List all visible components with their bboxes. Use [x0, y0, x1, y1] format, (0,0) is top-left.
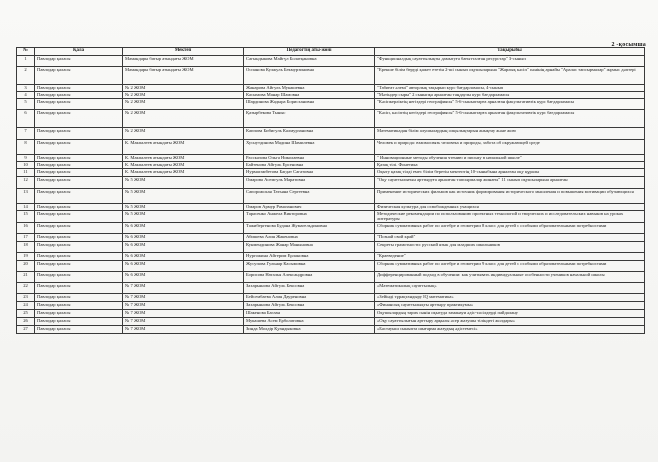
- row-teacher: Нургожина Айгерим Ерлановна: [244, 252, 375, 260]
- row-topic: Применение исторических фильмов как источник формирования исторического мышления и повышения мотивации обучающихся: [375, 189, 645, 204]
- row-school: № 7 ЖОМ: [123, 293, 244, 301]
- row-teacher: Касымова Манар Шамовна: [244, 92, 375, 99]
- row-number: 25: [17, 309, 35, 317]
- row-number: 18: [17, 241, 35, 252]
- row-city: Павлодар қаласы: [35, 162, 123, 169]
- table-row: [17, 222, 645, 233]
- row-topic: «Математикалық сауаттылық»: [375, 282, 645, 293]
- row-number: 10: [17, 162, 35, 169]
- table-row: [17, 128, 645, 140]
- table-row: [17, 204, 645, 211]
- table-header-row: [17, 48, 645, 56]
- row-city: Павлодар қаласы: [35, 177, 123, 189]
- row-number: 17: [17, 233, 35, 241]
- table-row: [17, 177, 645, 189]
- table-row: [17, 85, 645, 92]
- row-school: № 6 ЖОМ: [123, 260, 244, 271]
- row-school: № 7 ЖОМ: [123, 309, 244, 317]
- row-school: № 2 ЖОМ: [123, 85, 244, 92]
- row-teacher: Захарьянова Айгуль Бексовна: [244, 282, 375, 293]
- row-number: 24: [17, 301, 35, 309]
- row-teacher: Мукашева Асем Ерболатовна: [244, 317, 375, 325]
- row-teacher: Шакенова Баглан: [244, 309, 375, 317]
- row-school: № 6 ЖОМ: [123, 252, 244, 260]
- row-topic: «Зейінді тұрақтандыру IQ математика»: [375, 293, 645, 301]
- row-topic: Сборник суммативных работ по алгебре и геометрии 9 класс для детей с особыми образовательными потребностями: [375, 260, 645, 271]
- row-topic: "Табиғат әлемі" авторлық тақырып курс бағдарламасы, 4-сынып: [375, 85, 645, 92]
- row-city: Павлодар қаласы: [35, 110, 123, 128]
- row-city: Павлодар қаласы: [35, 293, 123, 301]
- row-number: 19: [17, 252, 35, 260]
- table-row: [17, 162, 645, 169]
- row-teacher: Борисова Наталья Александровна: [244, 271, 375, 282]
- teachers-table: [16, 47, 645, 334]
- table-row: [17, 56, 645, 67]
- row-teacher: Оспанова Кулжуль Бекмурзиновна: [244, 67, 375, 85]
- row-teacher: Тажибергенова Будана Жумагельдиновна: [244, 222, 375, 233]
- row-teacher: Бейсембаева Алия Дауреновна: [244, 293, 375, 301]
- table-row: [17, 169, 645, 177]
- row-teacher: Жанарова Айгуль Мукашевна: [244, 85, 375, 92]
- row-city: Павлодар қаласы: [35, 282, 123, 293]
- table-row: [17, 260, 645, 271]
- row-city: Павлодар қаласы: [35, 233, 123, 241]
- row-city: Павлодар қаласы: [35, 99, 123, 110]
- row-teacher: Сагындыкова Майгүл Болатқановна: [244, 56, 375, 67]
- table-row: [17, 233, 645, 241]
- row-teacher: Зинда Молдір Қуандыковна: [244, 325, 375, 333]
- table-row: [17, 309, 645, 317]
- row-teacher: Омаров Армур Рамазанович: [244, 204, 375, 211]
- row-number: 14: [17, 204, 35, 211]
- row-teacher: Каппова Бибигуль Калмурзановна: [244, 128, 375, 140]
- row-city: Павлодар қаласы: [35, 317, 123, 325]
- row-topic: Сборник суммативных работ по алгебре и геометрии 8 класс для детей с особыми образовательными потребностями: [375, 222, 645, 233]
- header-city: Қала: [35, 48, 123, 56]
- table-row: [17, 325, 645, 333]
- row-teacher: Рассказова Ольга Николаевна: [244, 155, 375, 162]
- row-city: Павлодар қаласы: [35, 325, 123, 333]
- table-row: [17, 99, 645, 110]
- row-city: Павлодар қаласы: [35, 67, 123, 85]
- row-teacher: Қазырбекова Тыныс: [244, 110, 375, 128]
- row-topic: Математикадан білім алушылардың олқылықтарын анықтау және жою: [375, 128, 645, 140]
- row-topic: Секреты грамотности: русский язык для младших школьников: [375, 241, 645, 252]
- row-teacher: Абишева Алия Жакеновна: [244, 233, 375, 241]
- row-number: 3: [17, 85, 35, 92]
- row-school: № 5 ЖОМ: [123, 189, 244, 204]
- row-number: 15: [17, 211, 35, 223]
- row-city: Павлодар қаласы: [35, 155, 123, 162]
- table-row: [17, 140, 645, 155]
- row-topic: Человек и природа: взаимосвязь человека и природы, забота об окружающей среде: [375, 140, 645, 155]
- row-topic: " Инновационные методы обучения чтению и письму в начальной школе": [375, 155, 645, 162]
- header-topic: Тақырыбы: [375, 48, 645, 56]
- row-school: № 7 ЖОМ: [123, 301, 244, 309]
- row-number: 8: [17, 140, 35, 155]
- row-topic: «Оқу сауаттылығын арттыру арқылы әсер жазушы тіліндегі жолдары»: [375, 317, 645, 325]
- row-topic: "Мәтіндер сыры" 2 сыныпқа арналған таңдаулы курс бағдарламасы: [375, 92, 645, 99]
- row-number: 20: [17, 260, 35, 271]
- table-row: [17, 241, 645, 252]
- row-number: 13: [17, 189, 35, 204]
- table-row: [17, 211, 645, 223]
- row-teacher: Шардинова Жадыра Борисхановна: [244, 99, 375, 110]
- row-teacher: Байтенова Айгуль Ерсеновна: [244, 162, 375, 169]
- row-city: Павлодар қаласы: [35, 169, 123, 177]
- row-topic: "Познай свой край": [375, 233, 645, 241]
- row-number: 27: [17, 325, 35, 333]
- row-school: К. Макпалеев атындағы ЖОМ: [123, 162, 244, 169]
- row-teacher: Сапорожская Татьяна Сергеевна: [244, 189, 375, 204]
- row-number: 22: [17, 282, 35, 293]
- row-city: Павлодар қаласы: [35, 92, 123, 99]
- row-school: № 6 ЖОМ: [123, 271, 244, 282]
- row-topic: "Кәсіпкерліктің негіздері географиясы" 5-6-сыныптарға арналған факультативтік курс бағдарламасы: [375, 99, 645, 110]
- row-city: Павлодар қаласы: [35, 85, 123, 92]
- row-teacher: Захарьянова Айгуль Бексовна: [244, 301, 375, 309]
- row-number: 16: [17, 222, 35, 233]
- row-school: Мамандары батыр атындағы ЖОМ: [123, 67, 244, 85]
- row-number: 7: [17, 128, 35, 140]
- row-number: 5: [17, 99, 35, 110]
- row-city: Павлодар қаласы: [35, 301, 123, 309]
- row-number: 26: [17, 317, 35, 325]
- table-row: [17, 155, 645, 162]
- row-school: К. Макпалеев атындағы ЖОМ: [123, 140, 244, 155]
- table-row: [17, 252, 645, 260]
- row-school: № 7 ЖОМ: [123, 282, 244, 293]
- row-city: Павлодар қаласы: [35, 56, 123, 67]
- row-number: 12: [17, 177, 35, 189]
- row-school: № 5 ЖОМ: [123, 177, 244, 189]
- row-topic: Дифференцированный подход в обучении: как учитывать индивидуальные особенности учеников начальной школы: [375, 271, 645, 282]
- row-city: Павлодар қаласы: [35, 140, 123, 155]
- row-city: Павлодар қаласы: [35, 204, 123, 211]
- row-city: Павлодар қаласы: [35, 128, 123, 140]
- table-row: [17, 271, 645, 282]
- header-school: Мектеп: [123, 48, 244, 56]
- table-row: [17, 317, 645, 325]
- row-school: № 2 ЖОМ: [123, 128, 244, 140]
- row-number: 2: [17, 67, 35, 85]
- row-school: № 5 ЖОМ: [123, 211, 244, 223]
- row-topic: "Оқу сауаттылығын арттыруға арналған тапсырмалар жинағы" 11 сынып оқушыларына арналған: [375, 177, 645, 189]
- row-school: К. Макпалеев атындағы ЖОМ: [123, 169, 244, 177]
- row-school: Мамандары батыр атындағы ЖОМ: [123, 56, 244, 67]
- row-topic: Методические рекомендации по использованию проектных технологий и творческих и исследовательских навыков на уроках литературы: [375, 211, 645, 223]
- row-topic: "Кәсіп, кәсіптің негіздері географиясы" 5-6-сыныптарға арналған факультативтік курс бағдарламасы: [375, 110, 645, 128]
- row-city: Павлодар қаласы: [35, 271, 123, 282]
- row-city: Павлодар қаласы: [35, 309, 123, 317]
- row-city: Павлодар қаласы: [35, 222, 123, 233]
- appendix-label: 2 -қосымша: [611, 42, 646, 48]
- table-row: [17, 301, 645, 309]
- row-city: Павлодар қаласы: [35, 241, 123, 252]
- row-number: 1: [17, 56, 35, 67]
- row-teacher: Нурмагамбетова Багдат Сагатовна: [244, 169, 375, 177]
- table-body: [17, 56, 645, 334]
- header-number: №: [17, 48, 35, 56]
- row-number: 11: [17, 169, 35, 177]
- row-number: 6: [17, 110, 35, 128]
- row-topic: Оқыту қазақ тілді емес білім беретін мектептің 10-сыныбына арналған оқу құралы: [375, 169, 645, 177]
- row-topic: Оқушылардың тарих пәнін оқытуда заманауи әдіс-тәсілдерді пайдалану: [375, 309, 645, 317]
- row-city: Павлодар қаласы: [35, 189, 123, 204]
- row-number: 9: [17, 155, 35, 162]
- row-topic: Қазақ тілі. Фонетика: [375, 162, 645, 169]
- row-school: № 5 ЖОМ: [123, 204, 244, 211]
- row-topic: «Бастауыш сыныпта шығарма жазудың әдістемесі»: [375, 325, 645, 333]
- row-topic: "Ерекше білім беруді қажет ететін 2-ші сынып оқушыларына "Жарлық кәсіп" пәнінің арнайы "Аралас тапсырмалар" жұмыс дәптері: [375, 67, 645, 85]
- row-city: Павлодар қаласы: [35, 260, 123, 271]
- row-teacher: Тарасенко Анжела Викторовна: [244, 211, 375, 223]
- header-teacher: Педагогтің аты-жөні: [244, 48, 375, 56]
- row-school: № 6 ЖОМ: [123, 241, 244, 252]
- row-number: 21: [17, 271, 35, 282]
- row-school: № 7 ЖОМ: [123, 325, 244, 333]
- row-topic: Физическая культура для освобожденных учащихся: [375, 204, 645, 211]
- row-school: № 2 ЖОМ: [123, 110, 244, 128]
- table-row: [17, 293, 645, 301]
- row-topic: «Финансық сауаттылықты арттыру практикумы»: [375, 301, 645, 309]
- row-school: № 7 ЖОМ: [123, 317, 244, 325]
- row-school: № 2 ЖОМ: [123, 92, 244, 99]
- row-teacher: Жусупова Гульнар Касымовна: [244, 260, 375, 271]
- row-topic: "Функционалдық сауаттылықты дамытуға бағытталған ресурстар" 3-сынып: [375, 56, 645, 67]
- row-teacher: Омарова Асемгуль Маратовна: [244, 177, 375, 189]
- row-school: К. Макпалеев атындағы ЖОМ: [123, 155, 244, 162]
- row-school: № 6 ЖОМ: [123, 222, 244, 233]
- row-teacher: Хуснутдинова Мадина Шамилевна: [244, 140, 375, 155]
- table-row: [17, 110, 645, 128]
- table-row: [17, 92, 645, 99]
- row-city: Павлодар қаласы: [35, 211, 123, 223]
- row-school: № 2 ЖОМ: [123, 99, 244, 110]
- table-row: [17, 189, 645, 204]
- row-number: 23: [17, 293, 35, 301]
- row-number: 4: [17, 92, 35, 99]
- table-row: [17, 282, 645, 293]
- row-teacher: Кунмендинова Жанар Маныновна: [244, 241, 375, 252]
- row-school: № 6 ЖОМ: [123, 233, 244, 241]
- row-city: Павлодар қаласы: [35, 252, 123, 260]
- row-topic: "Краеведение": [375, 252, 645, 260]
- table-row: [17, 67, 645, 85]
